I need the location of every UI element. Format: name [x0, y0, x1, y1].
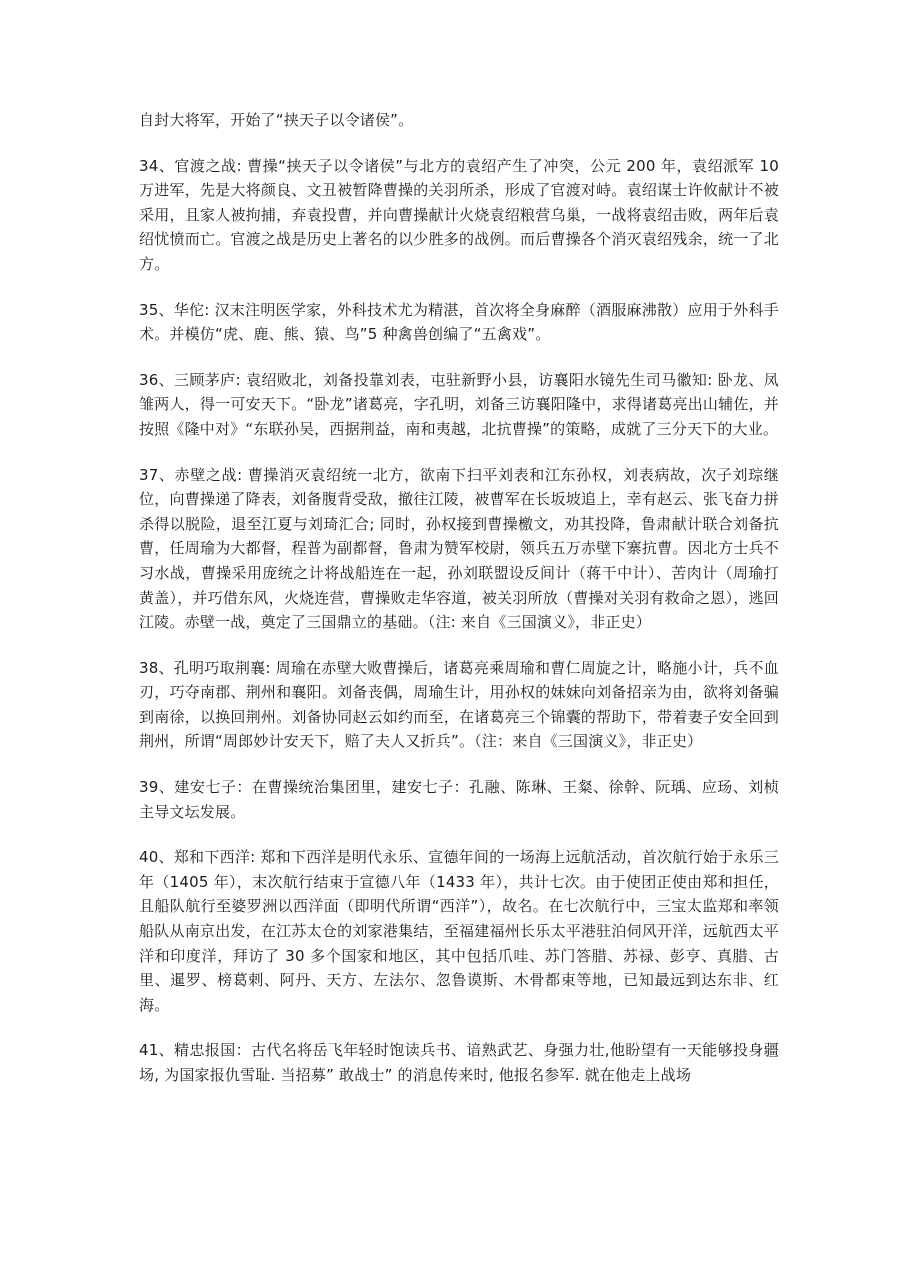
paragraph-35-huatuo: 35、华佗: 汉末注明医学家，外科技术尤为精湛，首次将全身麻醉（酒服麻沸散）应用于外科手术。并模仿“虎、鹿、熊、猿、鸟”5 种禽兽创编了“五禽戏”。 [139, 300, 779, 344]
paragraph-33-continuation: 自封大将军，开始了“挟天子以令诸侯”。 [139, 111, 414, 129]
paragraph-39-seven-scholars: 39、建安七子：在曹操统治集团里，建安七子：孔融、陈琳、王粲、徐幹、阮瑀、应玚、刘桢主导文坛发展。 [139, 778, 779, 821]
paragraph-34-guandu-battle: 34、官渡之战: 曹操“挟天子以令诸侯”与北方的袁绍产生了冲突，公元 200 年，袁绍派军 10 万进军，先是大将颜良、文丑被暂降曹操的关羽所杀，形成了官渡对峙。袁绍谋士许攸献计不被采用，且家人被拘捕，弃袁投曹，并向曹操献计火烧袁绍粮营乌巢，一战将袁绍击败，两年后袁绍忧愤而亡。官渡之战是历史上著名的以少胜多的战例。而后曹操各个消灭袁绍残余，统一了北方。 [139, 156, 779, 273]
document-page [139, 108, 779, 1109]
paragraph-41-yuefei: 41、精忠报国：古代名将岳飞年轻时饱读兵书、谙熟武艺、身强力壮,他盼望有一天能够投身疆场, 为国家报仇雪耻. 当招募” 敢战士” 的消息传来时, 他报名参军. 就在他走上战场 [139, 1041, 779, 1084]
paragraph-38-jingxiang: 38、孔明巧取荆襄: 周瑜在赤壁大败曹操后，诸葛亮乘周瑜和曹仁周旋之计，略施小计，兵不血刃，巧夺南郡、荆州和襄阳。刘备丧偶，周瑜生计，用孙权的妹妹向刘备招亲为由，欲将刘备骗到南徐，以换回荆州。刘备协同赵云如约而至，在诸葛亮三个锦囊的帮助下，带着妻子安全回到荆州，所谓“周郎妙计安天下，赔了夫人又折兵”。（注：来自《三国演义》，非正史） [139, 658, 779, 751]
paragraph-37-red-cliffs: 37、赤壁之战: 曹操消灭袁绍统一北方，欲南下扫平刘表和江东孙权，刘表病故，次子刘琮继位，向曹操递了降表，刘备腹背受敌，撤往江陵，被曹军在长坂坡追上，幸有赵云、张飞奋力拼杀得以脱险，退至江夏与刘琦汇合; 同时，孙权接到曹操檄文，劝其投降，鲁肃献计联合刘备抗曹，任周瑜为大都督，程普为副都督，鲁肃为赞军校尉，领兵五万赤壁下寨抗曹。因北方士兵不习水战，曹操采用庞统之计将战船连在一起，孙刘联盟设反间计（蒋干中计）、苦肉计（周瑜打黄盖），并巧借东风，火烧连营，曹操败走华容道，被关羽所放（曹操对关羽有救命之恩），逃回江陵。赤壁一战，奠定了三国鼎立的基础。（注: 来自《三国演义》，非正史） [139, 465, 779, 632]
paragraph-36-three-visits: 36、三顾茅庐: 袁绍败北，刘备投靠刘表，屯驻新野小县，访襄阳水镜先生司马徽知: 卧龙、凤雏两人，得一可安天下。“卧龙”诸葛亮，字孔明，刘备三访襄阳隆中，求得诸葛亮出山辅佐，并按照《隆中对》“东联孙吴，西据荆益，南和夷越，北抗曹操”的策略，成就了三分天下的大业。 [139, 370, 779, 438]
paragraph-40-zhenghe-voyages: 40、郑和下西洋: 郑和下西洋是明代永乐、宣德年间的一场海上远航活动，首次航行始于永乐三年（1405 年），末次航行结束于宣德八年（1433 年），共计七次。由于使团正使由郑和担任，且船队航行至婆罗洲以西洋面（即明代所谓“西洋”），故名。在七次航行中，三宝太监郑和率领船队从南京出发，在江苏太仓的刘家港集结，至福建福州长乐太平港驻泊伺风开洋，远航西太平洋和印度洋，拜访了 30 多个国家和地区，其中包括爪哇、苏门答腊、苏禄、彭亨、真腊、古里、暹罗、榜葛剌、阿丹、天方、左法尔、忽鲁谟斯、木骨都束等地，已知最远到达东非、红海。 [139, 848, 779, 1014]
